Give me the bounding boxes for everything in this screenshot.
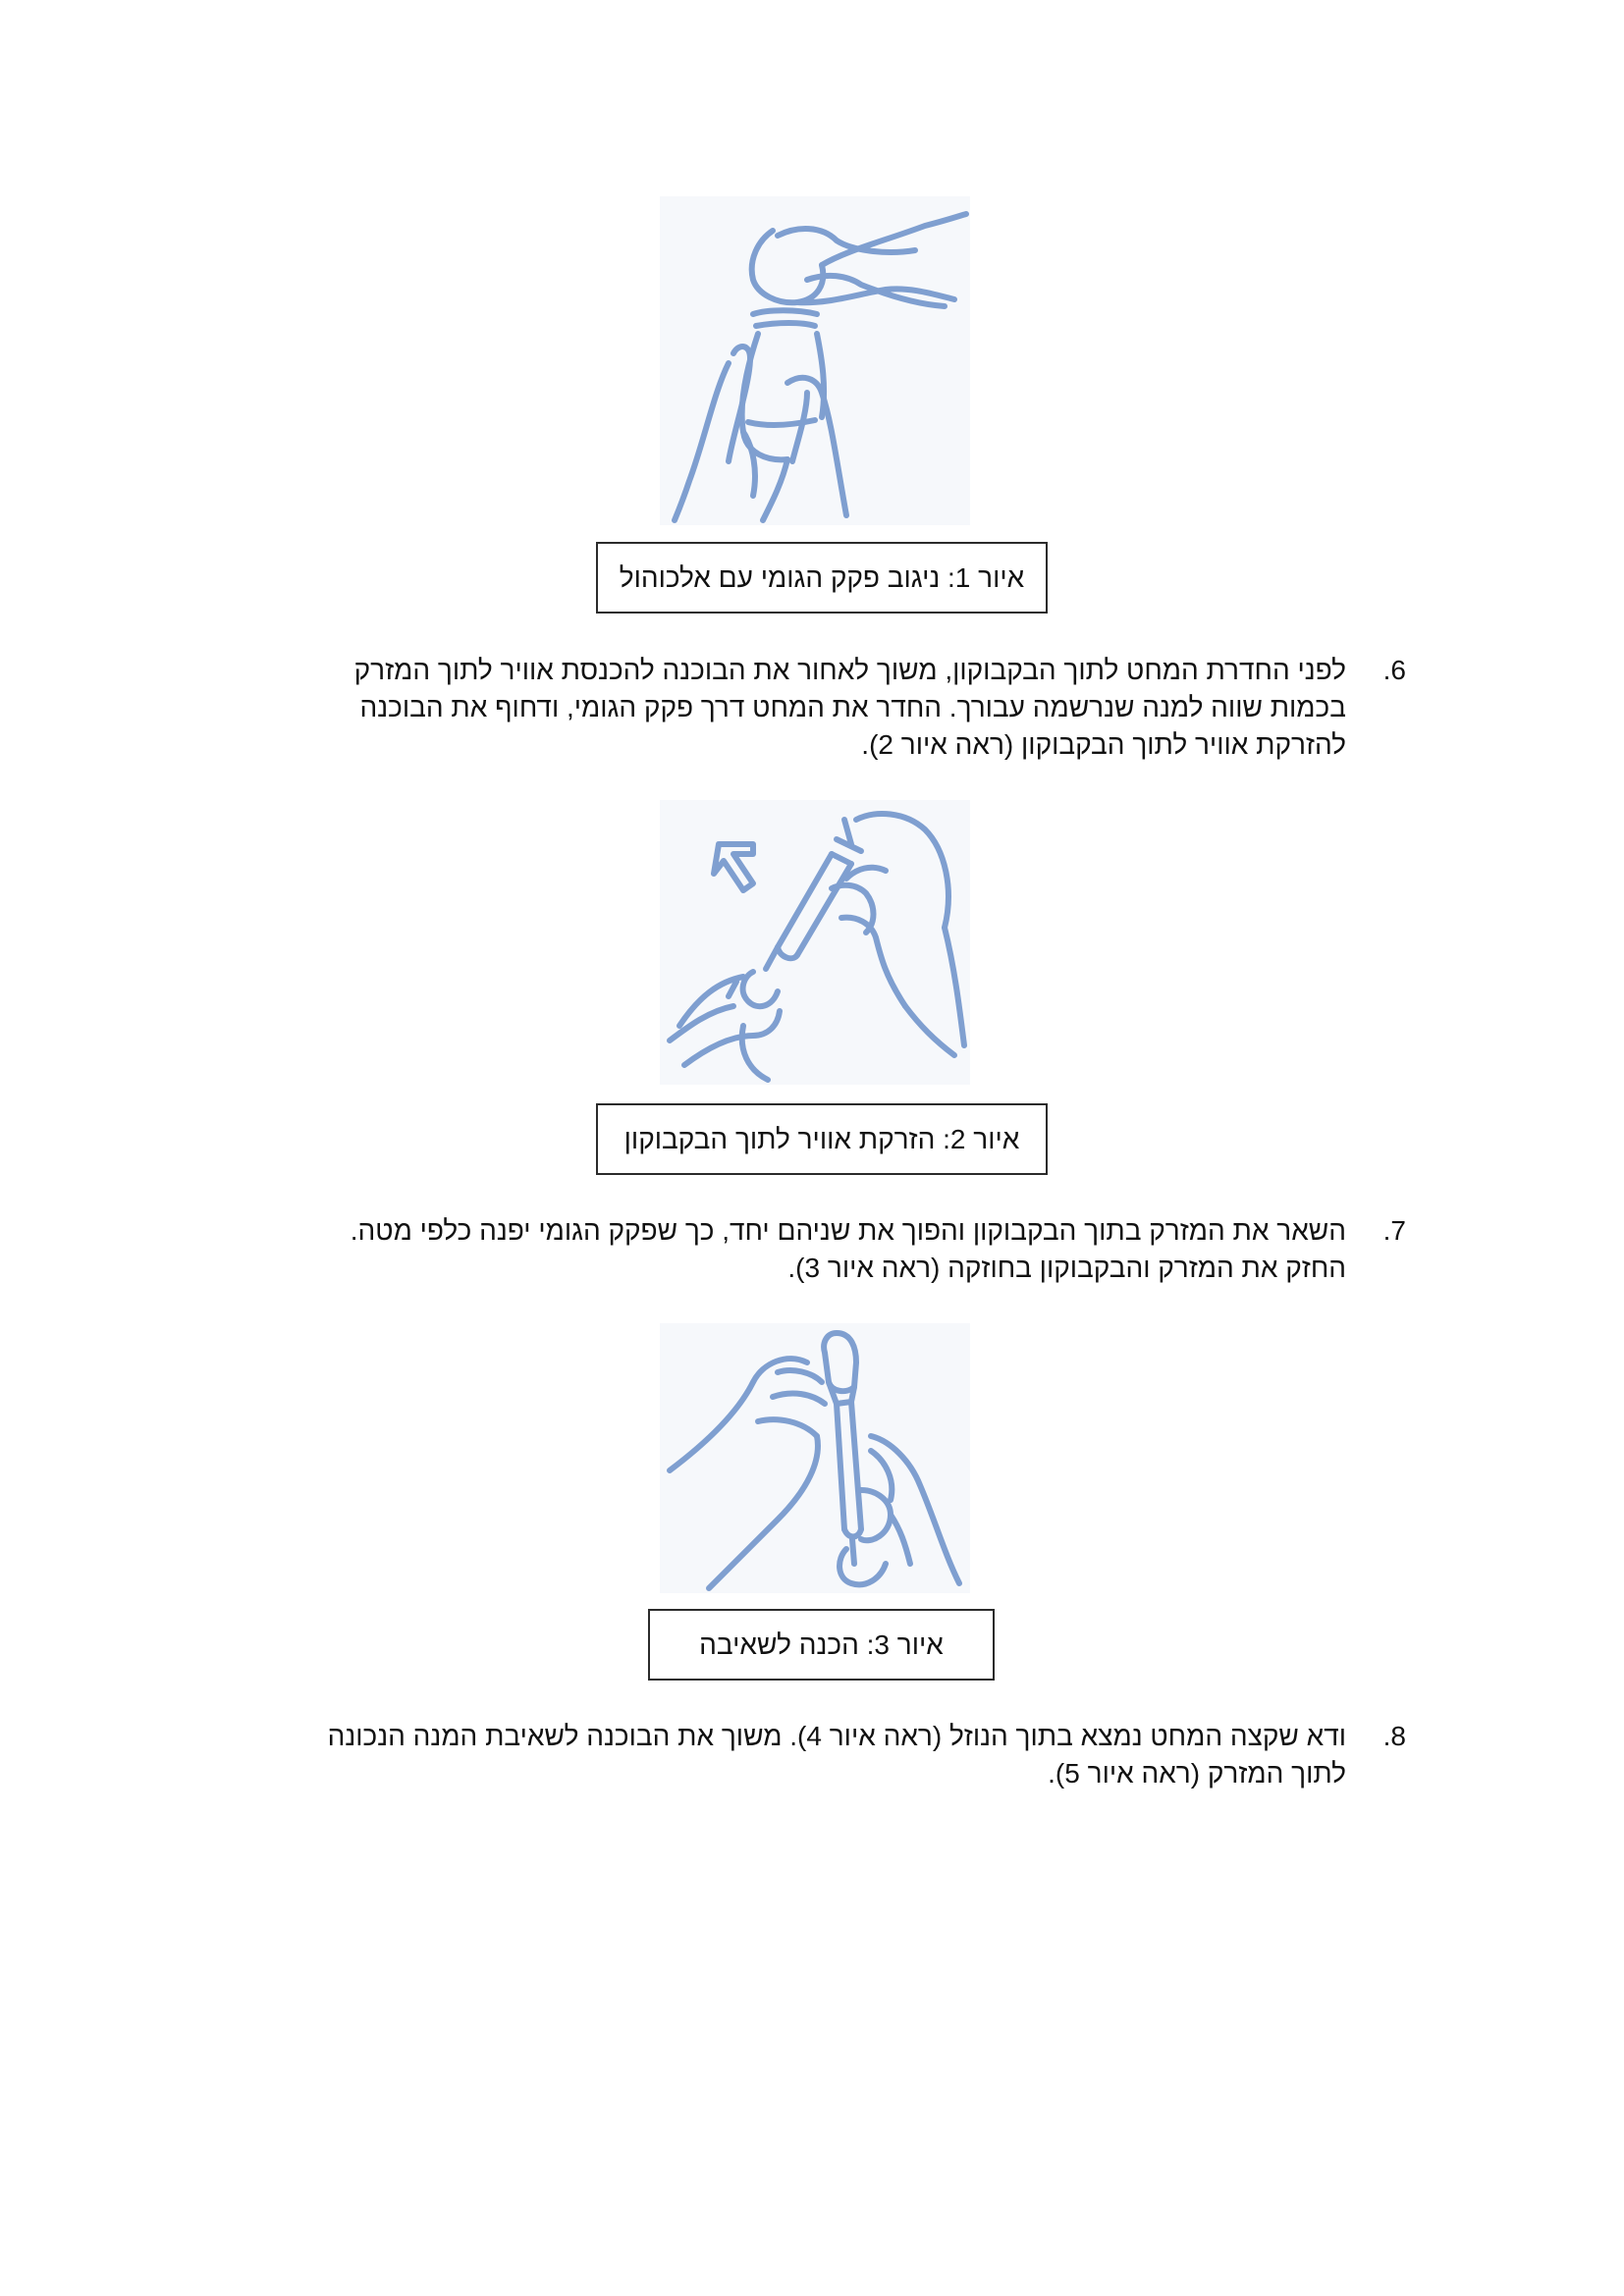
step-6-line-2: בכמות שווה למנה שנרשמה עבורך. החדר את המחט דרך פקק הגומי, ודחוף את הבוכנה [359, 692, 1346, 722]
figure-2-caption-text: איור 2: הזרקת אוויר לתוך הבקבוקון [623, 1123, 1020, 1154]
step-8-number: .8 [1382, 1721, 1406, 1751]
step-6-line-1: לפני החדרת המחט לתוך הבקבוקון, משוך לאחור את הבוכנה להכנסת אוויר לתוך המזרק [353, 655, 1346, 685]
figure-3-caption-text: איור 3: הכנה לשאיבה [699, 1629, 944, 1660]
step-8-line-1: ודא שקצה המחט נמצא בתוך הנוזל (ראה איור 4). משוך את הבוכנה לשאיבת המנה הנכונה [327, 1721, 1346, 1751]
figure-2-illustration [660, 800, 970, 1085]
step-8-line-2: לתוך המזרק (ראה איור 5). [1048, 1758, 1346, 1789]
step-7-line-2: החזק את המזרק והבקבוקון בחוזקה (ראה איור 3). [787, 1253, 1346, 1283]
figure-2-caption [596, 1103, 1048, 1175]
step-7-number: .7 [1382, 1215, 1406, 1246]
step-7-line-1: השאר את המזרק בתוך הבקבוקון והפוך את שניהם יחד, כך שפקק הגומי יפנה כלפי מטה. [350, 1215, 1346, 1246]
preparing-for-withdrawal-illustration [660, 1323, 970, 1593]
figure-1-illustration [660, 196, 970, 525]
figure-1-caption [596, 542, 1048, 614]
step-6-number: .6 [1382, 655, 1406, 685]
figure-3-caption [648, 1609, 995, 1681]
injecting-air-into-vial-illustration [660, 800, 970, 1085]
step-6-line-3: להזרקת אוויר לתוך הבקבוקון (ראה איור 2). [861, 729, 1346, 760]
figure-3-illustration [660, 1323, 970, 1593]
figure-1-caption-text: איור 1: ניגוב פקק הגומי עם אלכוהול [619, 561, 1025, 593]
wiping-rubber-stopper-illustration [660, 196, 970, 525]
